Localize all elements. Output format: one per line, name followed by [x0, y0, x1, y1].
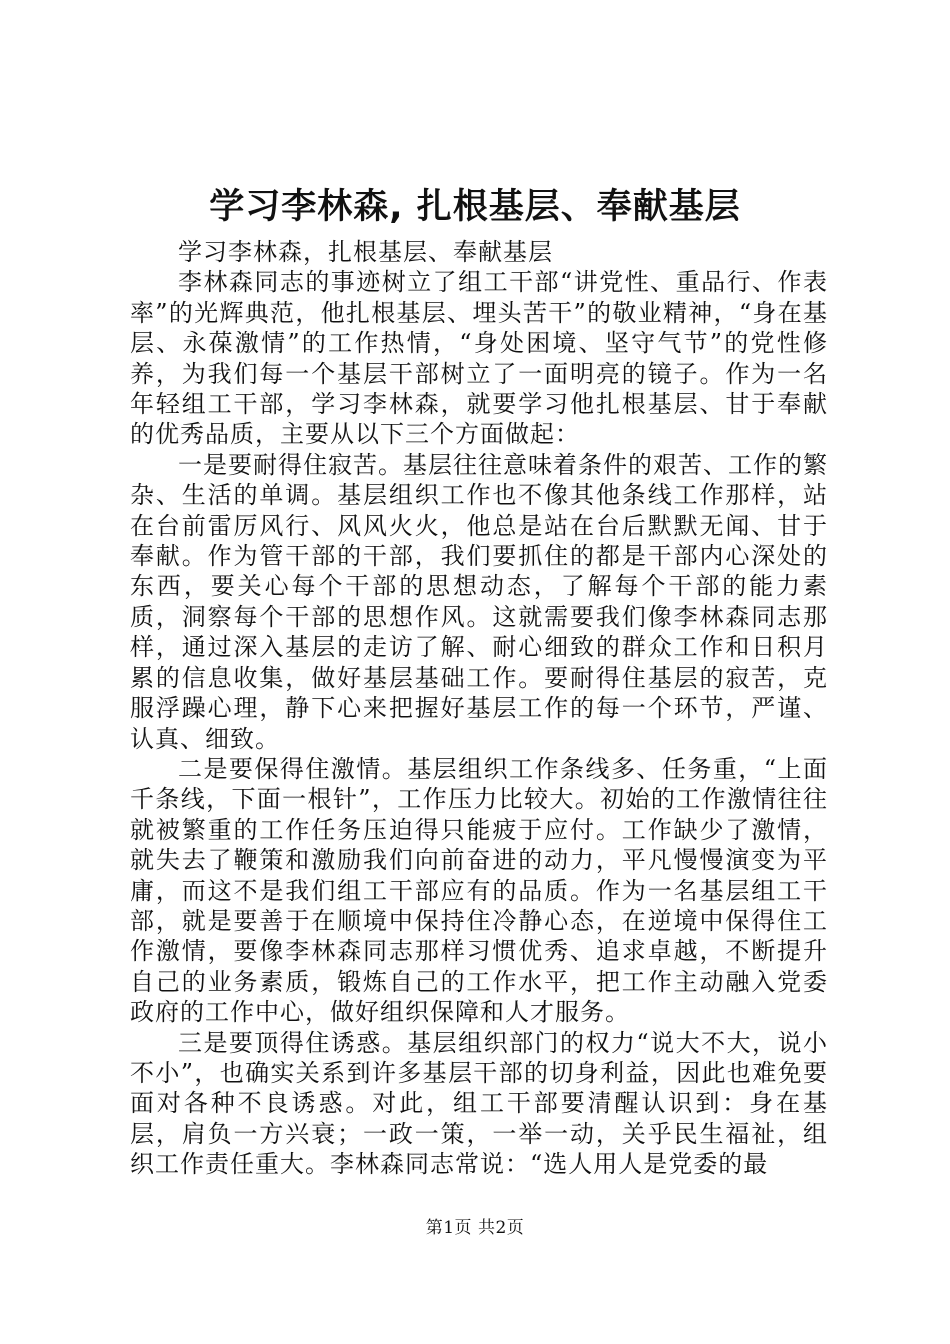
point-three-paragraph: 三是要顶得住诱惑。基层组织部门的权力“说大不大，说小不小”，也确实关系到许多基层干部的切身利益，因此也难免要面对各种不良诱惑。对此，组工干部要清醒认识到：身在基层，肩负一方兴衰；一政一策，一举一动，关乎民生福祉，组织工作责任重大。李林森同志常说：“选人用人是党委的最: [130, 1028, 828, 1179]
point-two-paragraph: 二是要保得住激情。基层组织工作条线多、任务重，“上面千条线，下面一根针”，工作压力比较大。初始的工作激情往往就被繁重的工作任务压迫得只能疲于应付。工作缺少了激情，就失去了鞭策和激励我们向前奋进的动力，平凡慢慢演变为平庸，而这不是我们组工干部应有的品质。作为一名基层组工干部，就是要善于在顺境中保持住冷静心态，在逆境中保得住工作激情，要像李林森同志那样习惯优秀、追求卓越，不断提升自己的业务素质，锻炼自己的工作水平，把工作主动融入党委政府的工作中心，做好组织保障和人才服务。: [130, 754, 828, 1027]
document-title: 学习李林森, 扎根基层、奉献基层: [209, 187, 741, 227]
intro-paragraph: 李林森同志的事迹树立了组工干部“讲党性、重品行、作表率”的光辉典范，他扎根基层、埋头苦干”的敬业精神，“身在基层、永葆激情”的工作热情，“身处困境、坚守气节”的党性修养，为我们每一个基层干部树立了一面明亮的镜子。作为一名年轻组工干部，学习李林森，就要学习他扎根基层、甘于奉献的优秀品质，主要从以下三个方面做起：: [130, 268, 828, 449]
page-number-footer: 第1页 共2页: [425, 1218, 525, 1238]
document-body: [130, 237, 828, 1180]
point-one-paragraph: 一是要耐得住寂苦。基层往往意味着条件的艰苦、工作的繁杂、生活的单调。基层组织工作也不像其他条线工作那样，站在台前雷厉风行、风风火火，他总是站在台后默默无闻、甘于奉献。作为管干部的干部，我们要抓住的都是干部内心深处的东西，要关心每个干部的思想动态，了解每个干部的能力素质，洞察每个干部的思想作风。这就需要我们像李林森同志那样，通过深入基层的走访了解、耐心细致的群众工作和日积月累的信息收集，做好基层基础工作。要耐得住基层的寂苦，克服浮躁心理，静下心来把握好基层工作的每一个环节，严谨、认真、细致。: [130, 450, 828, 753]
subtitle-paragraph: 学习李林森，扎根基层、奉献基层: [178, 238, 553, 266]
